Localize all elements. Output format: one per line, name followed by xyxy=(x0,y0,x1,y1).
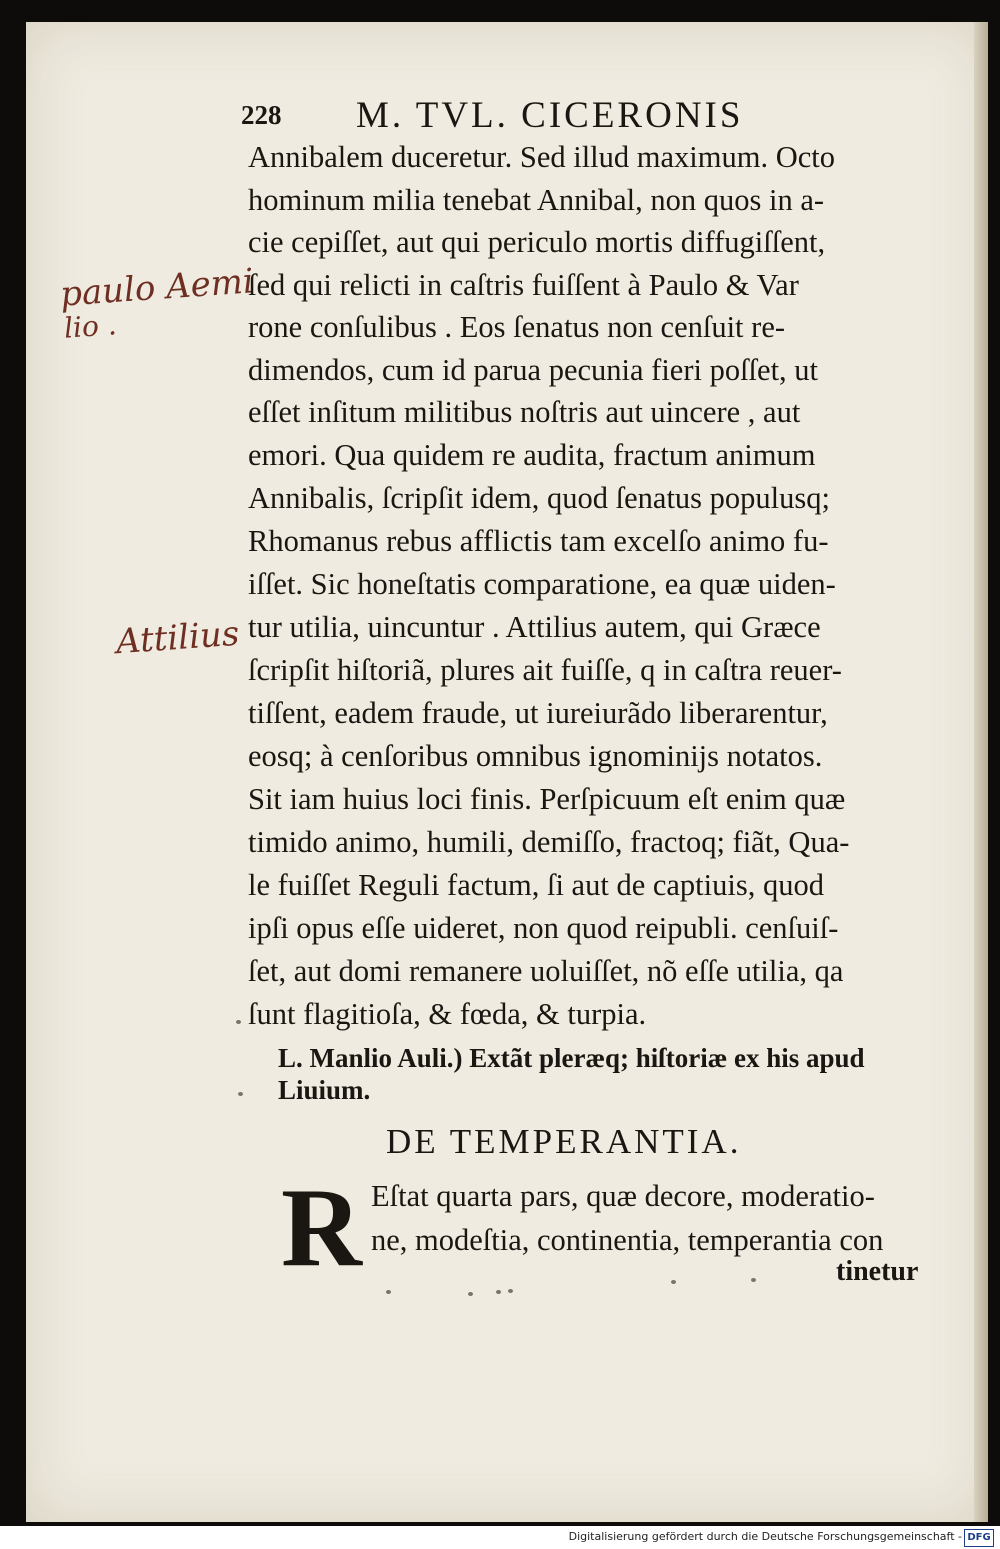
ink-speck xyxy=(468,1292,473,1296)
marginal-note: paulo Aemi xyxy=(58,261,256,315)
text-line: le fuiſſet Reguli factum, ſi aut de captiuis, quod xyxy=(248,868,824,902)
note-line: Liuium. xyxy=(278,1075,371,1105)
paragraph-line: ne, modeſtia, continentia, temperantia con xyxy=(371,1223,884,1257)
text-line: emori. Qua quidem re audita, fractum animum xyxy=(248,438,816,472)
dfg-logo: DFG xyxy=(964,1529,994,1547)
ink-speck xyxy=(671,1280,676,1284)
text-line: Annibalem duceretur. Sed illud maximum. Octo xyxy=(248,140,836,174)
ink-speck xyxy=(508,1289,513,1293)
text-line: ſet, aut domi remanere uoluiſſet, nõ eſſe utilia, qa xyxy=(248,954,844,988)
note-line: L. Manlio Auli.) Extãt pleræq; hiſtoriæ ex his apud xyxy=(278,1043,865,1073)
text-line: eſſet inſitum militibus noſtris aut uincere , aut xyxy=(248,395,801,429)
text-line: Sit iam huius loci finis. Perſpicuum eſt enim quæ xyxy=(248,782,846,816)
page-number: 228 xyxy=(241,100,282,130)
marginal-note: lio . xyxy=(62,308,118,345)
text-line: Annibalis, ſcripſit idem, quod ſenatus populusq; xyxy=(248,481,830,515)
text-line: ſcripſit hiſtoriã, plures ait fuiſſe, q in caſtra reuer- xyxy=(248,653,842,687)
catchword: tinetur xyxy=(836,1256,919,1287)
running-head: M. TVL. CICERONIS xyxy=(356,95,744,136)
text-line: hominum milia tenebat Annibal, non quos in a- xyxy=(248,183,825,217)
text-line: tiſſent, eadem fraude, ut iureiurãdo liberarentur, xyxy=(248,696,828,730)
text-line: ipſi opus eſſe uideret, non quod reipubli. cenſuiſ- xyxy=(248,911,839,945)
paragraph-line: Eſtat quarta pars, quæ decore, moderatio- xyxy=(371,1179,875,1213)
text-line: dimendos, cum id parua pecunia fieri poſſet, ut xyxy=(248,353,819,387)
ink-speck xyxy=(236,1020,241,1024)
book-page xyxy=(26,22,988,1522)
text-line: tur utilia, uincuntur . Attilius autem, qui Græce xyxy=(248,610,821,644)
section-heading: DE TEMPERANTIA. xyxy=(386,1122,742,1161)
ink-speck xyxy=(496,1290,501,1294)
drop-cap: R xyxy=(281,1166,362,1290)
text-line: ſed qui relicti in caſtris fuiſſent à Paulo & Var xyxy=(248,268,799,302)
ink-speck xyxy=(751,1278,756,1282)
ink-speck xyxy=(386,1290,391,1294)
text-line: rone conſulibus . Eos ſenatus non cenſuit re- xyxy=(248,310,786,344)
ink-speck xyxy=(238,1092,243,1096)
marginal-note: Attilius xyxy=(114,613,241,663)
text-line: iſſet. Sic honeſtatis comparatione, ea quæ uiden- xyxy=(248,567,836,601)
text-line: ſunt flagitioſa, & fœda, & turpia. xyxy=(248,997,647,1031)
text-line: eosq; à cenſoribus omnibus ignominijs notatos. xyxy=(248,739,823,773)
text-line: timido animo, humili, demiſſo, fractoq; fiãt, Qua- xyxy=(248,825,850,859)
text-line: cie cepiſſet, aut qui periculo mortis diffugiſſent, xyxy=(248,225,826,259)
text-line: Rhomanus rebus afflictis tam excelſo animo fu- xyxy=(248,524,829,558)
page-edge xyxy=(974,22,988,1522)
funding-credit: Digitalisierung gefördert durch die Deutsche Forschungsgemeinschaft - xyxy=(568,1530,962,1543)
footer xyxy=(0,1526,1000,1549)
